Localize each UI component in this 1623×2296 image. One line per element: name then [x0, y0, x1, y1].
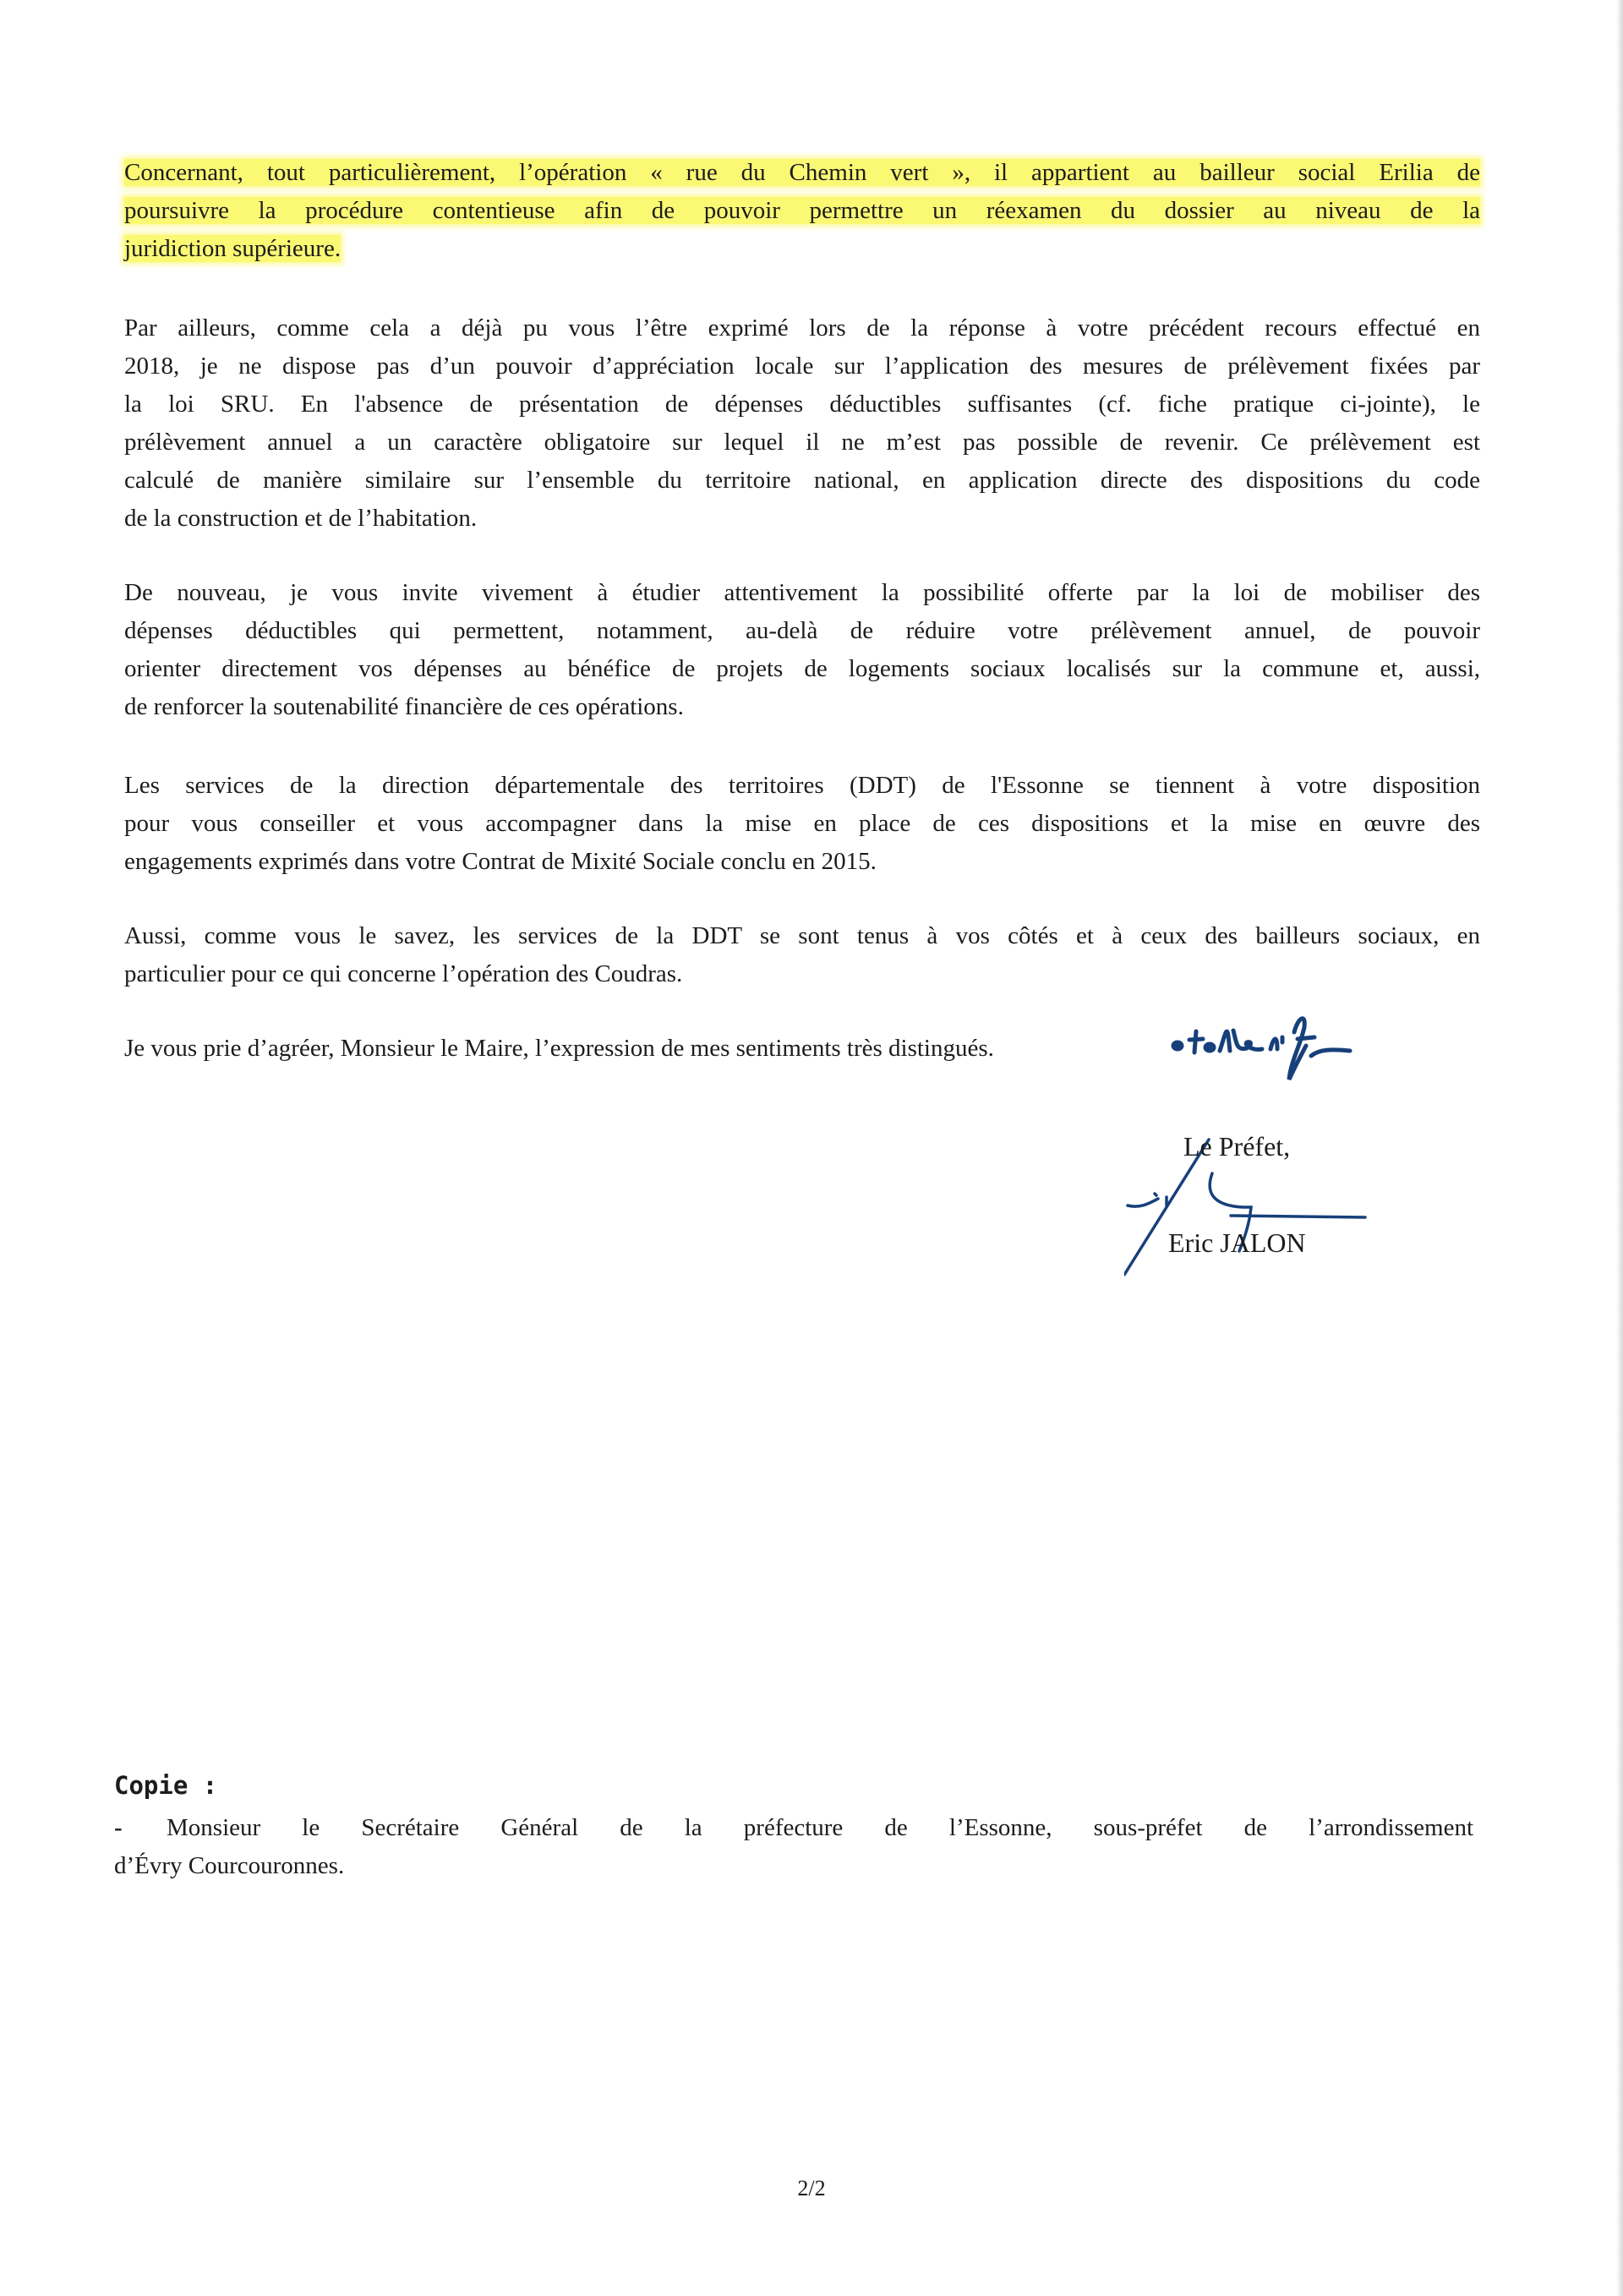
text-line: Je vous prie d’agréer, Monsieur le Maire, l’expression de mes sentiments très distingués. — [124, 1035, 994, 1062]
text-line: pour vous conseiller et vous accompagner dans la mise en place de ces dispositions et la mise en œuvre des — [124, 810, 1480, 837]
highlighted-text: Concernant, tout particulièrement, l’opération « rue du Chemin vert », il appartient au bailleur social Erilia de — [124, 159, 1480, 186]
text-line — [124, 192, 1480, 230]
text-line: de la construction et de l’habitation. — [124, 505, 478, 532]
text-line: dépenses déductibles qui permettent, notamment, au-delà de réduire votre prélèvement annuel, de pouvoir — [124, 617, 1480, 644]
paragraph-chemin-vert — [124, 154, 1480, 268]
highlighted-text: juridiction supérieure. — [124, 235, 342, 262]
text-line: orienter directement vos dépenses au bénéfice de projets de logements sociaux localisés sur la commune et, aussi, — [124, 655, 1480, 682]
text-line: la loi SRU. En l'absence de présentation de dépenses déductibles suffisantes (cf. fiche pratique ci-jointe), le — [124, 391, 1480, 418]
text-line: particulier pour ce qui concerne l’opération des Coudras. — [124, 960, 683, 987]
scan-edge-shadow — [1616, 0, 1623, 2296]
text-line: Monsieur le Secrétaire Général de la préfecture de l’Essonne, sous-préfet de l’arrondissement — [167, 1814, 1473, 1841]
signer-name: Eric JALON — [1168, 1227, 1306, 1258]
text-line: d’Évry Courcouronnes. — [114, 1852, 345, 1879]
paragraph-ddt-services — [124, 767, 1480, 881]
text-line: Aussi, comme vous le savez, les services de la DDT se sont tenus à vos côtés et à ceux des bailleurs sociaux, en — [124, 922, 1480, 949]
paragraph-coudras — [124, 917, 1480, 993]
text-line: de renforcer la soutenabilité financière de ces opérations. — [124, 693, 684, 720]
list-dash: - — [114, 1814, 123, 1841]
page-number: 2/2 — [797, 2176, 826, 2200]
signer-block — [1124, 1124, 1429, 1293]
copy-recipient-entry — [114, 1809, 1473, 1885]
signer-title: Le Préfet, — [1183, 1131, 1291, 1162]
handwritten-closing-signature — [1171, 1002, 1374, 1095]
paragraph-depenses-deductibles — [124, 574, 1480, 726]
text-line — [124, 230, 1480, 268]
copy-recipients-label: Copie : — [114, 1771, 218, 1800]
highlighted-text: poursuivre la procédure contentieuse afin de pouvoir permettre un réexamen du dossier au niveau de la — [124, 197, 1480, 224]
text-line: engagements exprimés dans votre Contrat de Mixité Sociale conclu en 2015. — [124, 848, 877, 875]
text-line: calculé de manière similaire sur l’ensemble du territoire national, en application directe des dispositions du code — [124, 467, 1480, 494]
text-line: Par ailleurs, comme cela a déjà pu vous l’être exprimé lors de la réponse à votre précédent recours effectué en — [124, 314, 1480, 342]
text-line: prélèvement annuel a un caractère obligatoire sur lequel il ne m’est pas possible de revenir. Ce prélèvement est — [124, 429, 1480, 456]
paragraph-prelevement — [124, 309, 1480, 538]
text-line: Les services de la direction départementale des territoires (DDT) de l'Essonne se tiennent à votre disposition — [124, 772, 1480, 799]
text-line — [124, 154, 1480, 192]
text-line: 2018, je ne dispose pas d’un pouvoir d’appréciation locale sur l’application des mesures de prélèvement fixées par — [124, 353, 1480, 380]
text-line: De nouveau, je vous invite vivement à étudier attentivement la possibilité offerte par la loi de mobiliser des — [124, 579, 1480, 606]
